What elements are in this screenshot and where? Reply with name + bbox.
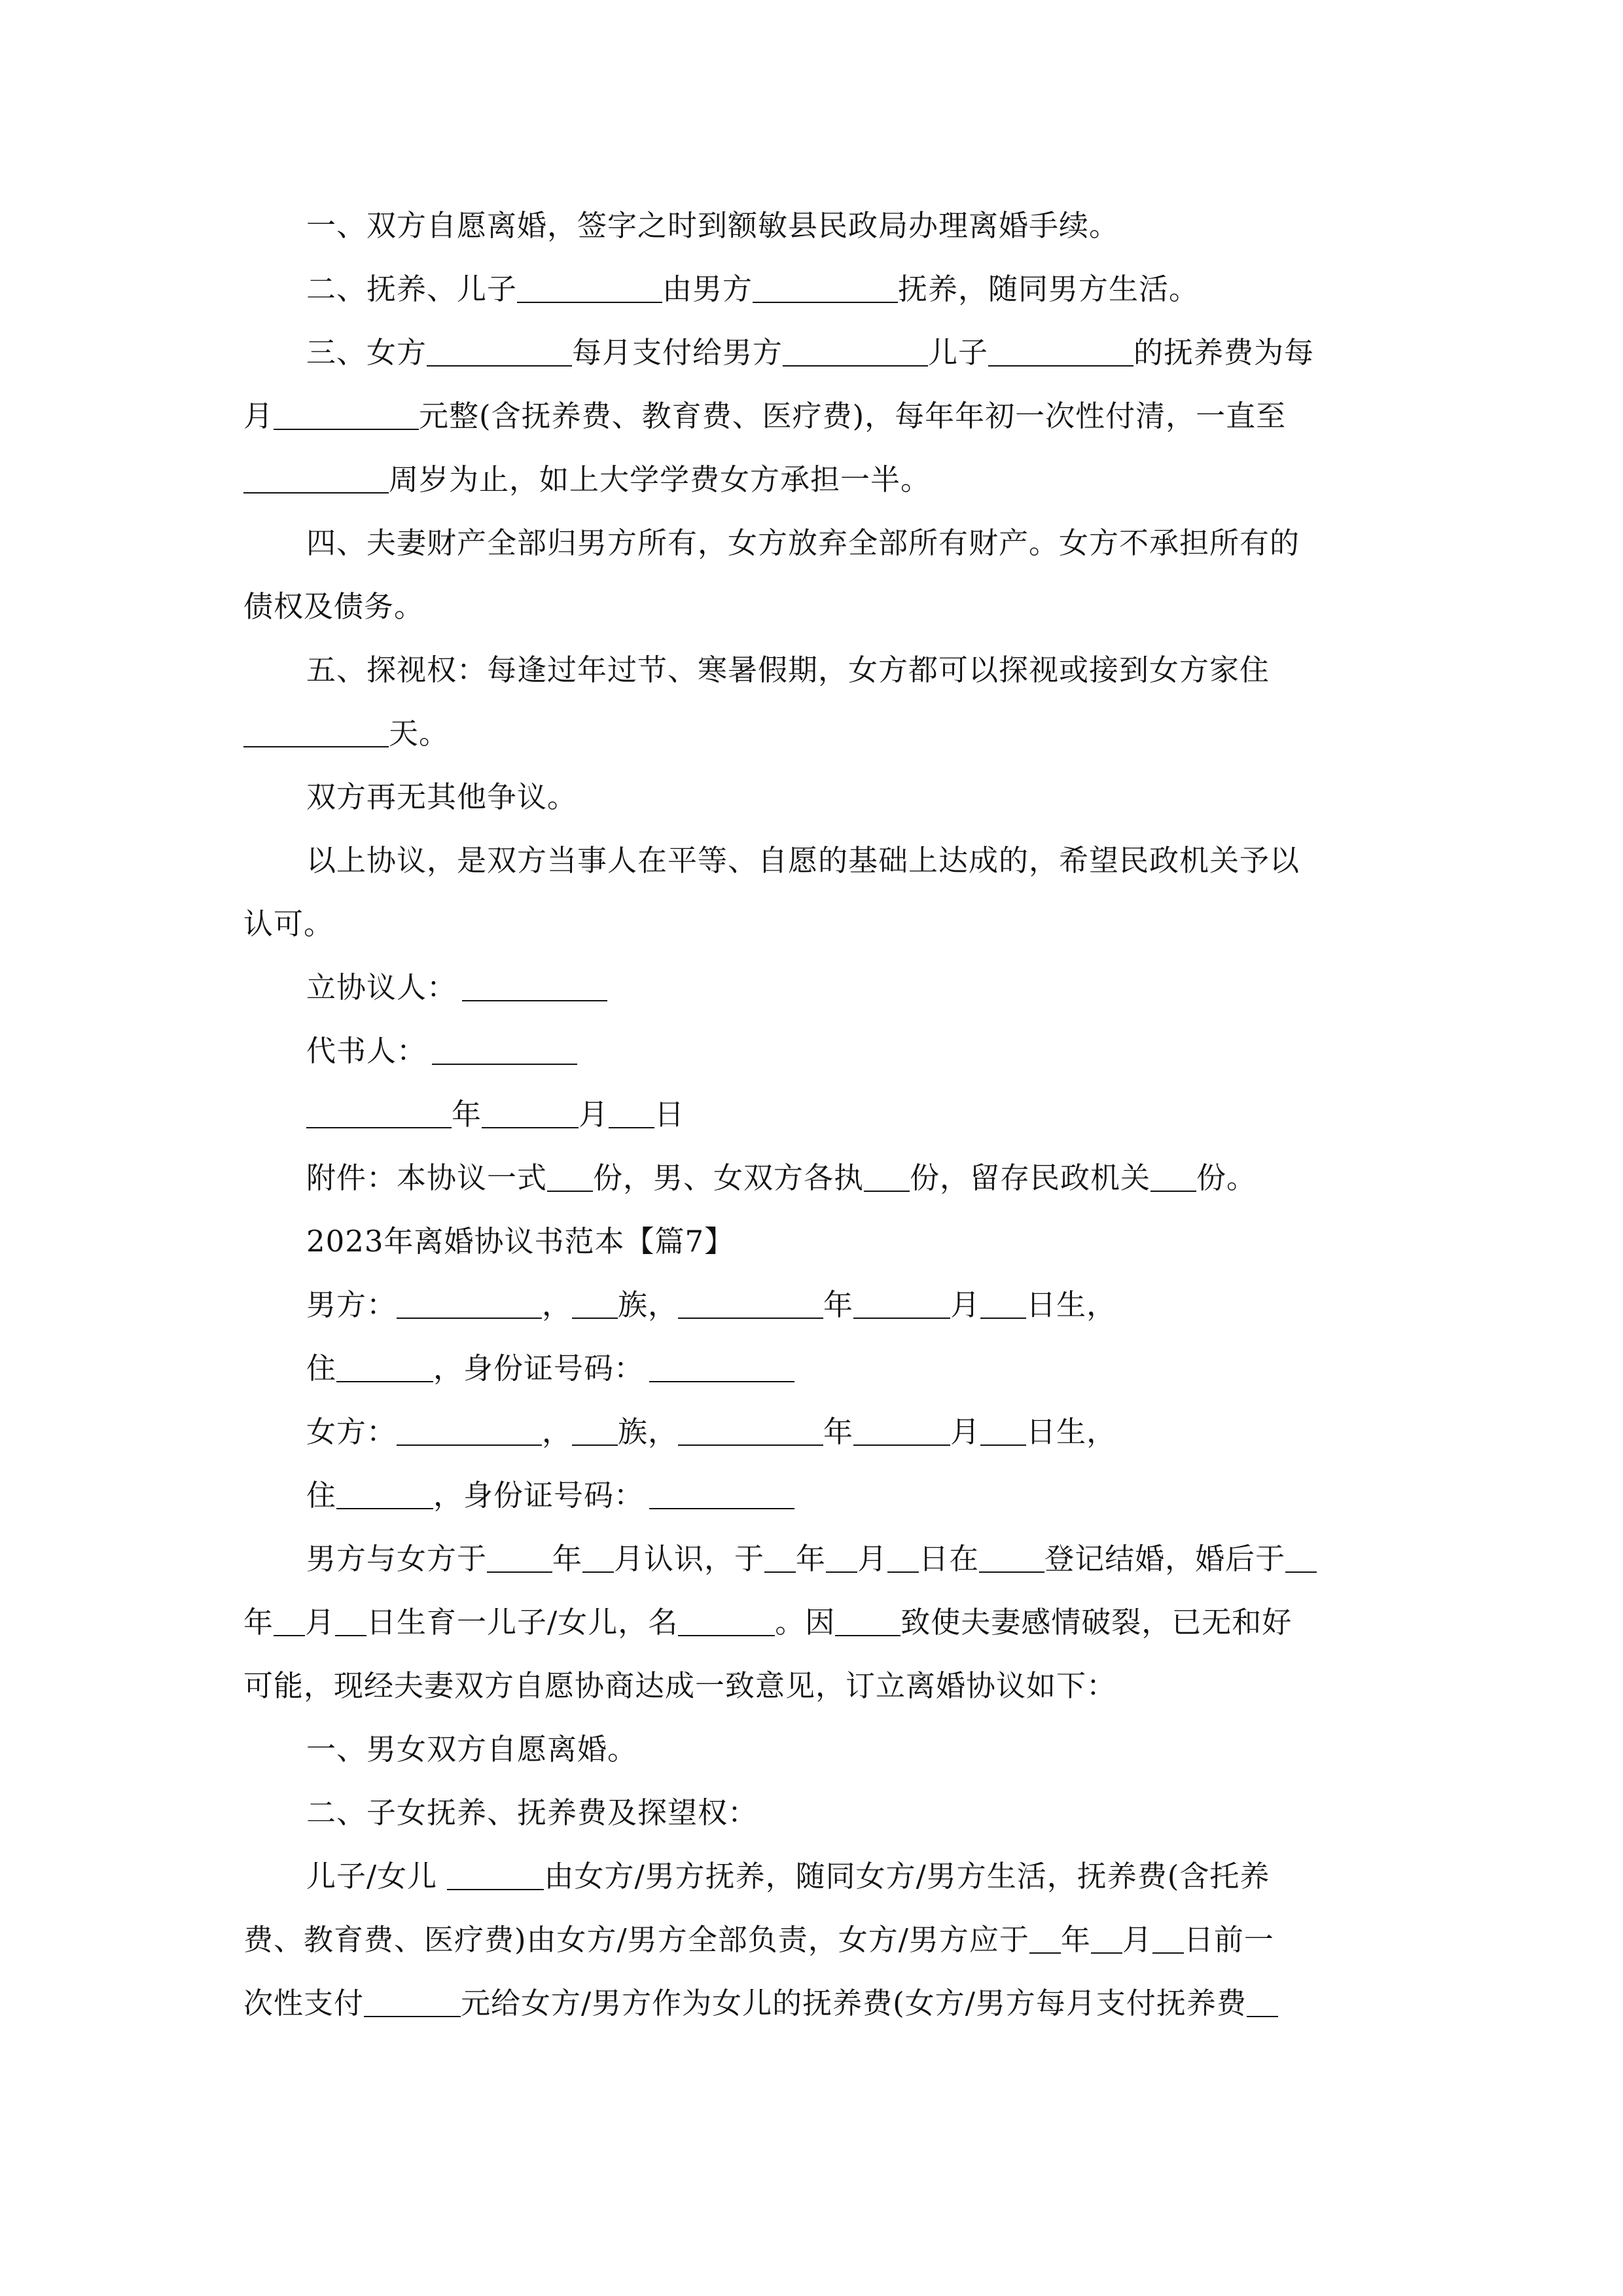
text: 族， [618, 1287, 679, 1322]
text: 月 [243, 399, 274, 433]
signatory-field[interactable] [462, 999, 607, 1001]
id-number-field[interactable] [649, 1380, 794, 1382]
amount-field[interactable] [364, 2015, 461, 2017]
month-field[interactable] [482, 1126, 579, 1128]
text: 一、男女双方自愿离婚。 [306, 1732, 638, 1767]
custody-line-3 [243, 1971, 1382, 2035]
blank-field[interactable] [335, 1634, 366, 1636]
blank-field[interactable] [274, 428, 419, 430]
text: 日 [654, 1097, 685, 1132]
text: 年 [796, 1541, 827, 1576]
text: 由男方 [662, 272, 753, 306]
drafter-line [243, 1019, 1382, 1083]
blank-field[interactable] [887, 1571, 919, 1573]
text: 女方： [306, 1414, 397, 1449]
text: 月 [950, 1414, 981, 1449]
text: 附件：本协议一式 [306, 1160, 548, 1195]
ethnicity-field[interactable] [572, 1317, 618, 1319]
text: 一、双方自愿离婚，签字之时到额敏县民政局办理离婚手续。 [306, 208, 1120, 243]
text: 男方与女方于 [306, 1541, 488, 1576]
text: 月 [950, 1287, 981, 1322]
name-field[interactable] [397, 1317, 542, 1319]
clause-4-line-1 [243, 511, 1382, 575]
text: 住 [306, 1351, 337, 1386]
birth-day-field[interactable] [980, 1444, 1026, 1446]
blank-field[interactable] [243, 492, 389, 493]
text: 年 [452, 1097, 482, 1132]
text: 债权及债务。 [243, 589, 425, 624]
heading-text: 2023年离婚协议书范本【篇7】 [306, 1224, 735, 1259]
text: 以上协议，是双方当事人在平等、自愿的基础上达成的，希望民政机关予以 [306, 843, 1300, 878]
clause-5-line-2 [243, 702, 1382, 765]
blank-field[interactable] [1029, 1952, 1061, 1954]
text: 每月支付给男方 [572, 335, 783, 370]
text: ， [542, 1287, 573, 1322]
text: 五、探视权：每逢过年过节、寒暑假期，女方都可以探视或接到女方家住 [306, 653, 1270, 687]
blank-field[interactable] [1285, 1571, 1317, 1573]
text: 代书人： [306, 1033, 427, 1068]
text: 日生， [1026, 1414, 1117, 1449]
approval-line-1 [243, 829, 1382, 892]
blank-field[interactable] [517, 301, 662, 303]
child-name-field[interactable] [678, 1634, 775, 1636]
date-line [243, 1083, 1382, 1146]
blank-field[interactable] [487, 1571, 552, 1573]
text: 三、女方 [306, 335, 427, 370]
text: 的抚养费为每 [1133, 335, 1315, 370]
text: 日前一 [1183, 1922, 1274, 1957]
text: 日生， [1026, 1287, 1117, 1322]
name-field[interactable] [397, 1444, 542, 1446]
text: ，身份证号码： [433, 1478, 645, 1513]
child-name-field[interactable] [447, 1888, 544, 1890]
female-party-line [243, 1400, 1382, 1463]
text: 二、子女抚养、抚养费及探望权： [306, 1795, 758, 1830]
blank-field[interactable] [1091, 1952, 1122, 1954]
clause-b1-line [243, 1717, 1382, 1781]
clause-3-line-3 [243, 448, 1382, 511]
text: 份，男、女双方各执 [593, 1160, 865, 1195]
attachment-line [243, 1146, 1382, 1210]
blank-field[interactable] [753, 301, 898, 303]
text: 月 [857, 1541, 888, 1576]
birth-year-field[interactable] [678, 1317, 823, 1319]
text: ， [542, 1414, 573, 1449]
text: ，身份证号码： [433, 1351, 645, 1386]
approval-line-2 [243, 892, 1382, 956]
blank-field[interactable] [1247, 2015, 1278, 2017]
text: 月 [1122, 1922, 1152, 1957]
blank-field[interactable] [826, 1571, 857, 1573]
text: 份。 [1196, 1160, 1257, 1195]
male-party-line [243, 1273, 1382, 1336]
text: 月 [305, 1605, 336, 1640]
text: 周岁为止，如上大学学费女方承担一半。 [389, 462, 931, 497]
ethnicity-field[interactable] [572, 1444, 618, 1446]
clause-3-line-1 [243, 321, 1382, 384]
blank-field[interactable] [783, 365, 928, 367]
birth-month-field[interactable] [853, 1317, 950, 1319]
no-dispute-line [243, 765, 1382, 829]
birth-year-field[interactable] [678, 1444, 823, 1446]
text: 。因 [775, 1605, 836, 1640]
text: 由女方/男方抚养，随同女方/男方生活，抚养费(含托养 [544, 1859, 1270, 1893]
text: 族， [618, 1414, 679, 1449]
marriage-line-2 [243, 1590, 1382, 1654]
birth-month-field[interactable] [853, 1444, 950, 1446]
text: 元给女方/男方作为女儿的抚养费(女方/男方每月支付抚养费 [461, 1986, 1247, 2020]
text: 四、夫妻财产全部归男方所有，女方放弃全部所有财产。女方不承担所有的 [306, 526, 1300, 560]
address-field[interactable] [336, 1507, 433, 1509]
text: 儿子/女儿 [306, 1859, 448, 1893]
text: 认可。 [243, 906, 334, 941]
clause-1-line [243, 194, 1382, 257]
document-page [243, 194, 1382, 2035]
clause-b2-heading [243, 1781, 1382, 1844]
blank-field[interactable] [764, 1571, 796, 1573]
text: 年 [823, 1287, 854, 1322]
text: 儿子 [928, 335, 989, 370]
blank-field[interactable] [274, 1634, 305, 1636]
text: 年 [552, 1541, 583, 1576]
birth-day-field[interactable] [980, 1317, 1026, 1319]
marriage-line-3 [243, 1654, 1382, 1717]
text: 年 [243, 1605, 274, 1640]
blank-field[interactable] [582, 1571, 614, 1573]
female-address-line [243, 1463, 1382, 1527]
signatory-line [243, 956, 1382, 1019]
text: 住 [306, 1478, 337, 1513]
custody-line-1 [243, 1844, 1382, 1908]
text: 天。 [389, 716, 450, 751]
text: 年 [1060, 1922, 1091, 1957]
text: 份，留存民政机关 [910, 1160, 1151, 1195]
section-heading [243, 1210, 1382, 1273]
marriage-line-1 [243, 1527, 1382, 1590]
blank-field[interactable] [427, 365, 572, 367]
blank-field[interactable] [979, 1571, 1044, 1573]
text: 登记结婚，婚后于 [1044, 1541, 1286, 1576]
blank-field[interactable] [1150, 1190, 1196, 1192]
male-address-line [243, 1336, 1382, 1400]
blank-field[interactable] [988, 365, 1133, 367]
blank-field[interactable] [243, 745, 389, 747]
reason-field[interactable] [835, 1634, 901, 1636]
text: 日生育一儿子/女儿，名 [366, 1605, 679, 1640]
text: 双方再无其他争议。 [306, 780, 578, 814]
id-number-field[interactable] [649, 1507, 794, 1509]
text: 可能，现经夫妻双方自愿协商达成一致意见，订立离婚协议如下： [243, 1668, 1117, 1703]
text: 致使夫妻感情破裂，已无和好 [901, 1605, 1293, 1640]
blank-field[interactable] [547, 1190, 593, 1192]
drafter-field[interactable] [432, 1063, 577, 1065]
blank-field[interactable] [1152, 1952, 1184, 1954]
text: 月认识，于 [614, 1541, 765, 1576]
text: 月 [579, 1097, 609, 1132]
year-field[interactable] [306, 1126, 452, 1128]
clause-2-line [243, 257, 1382, 321]
blank-field[interactable] [864, 1190, 910, 1192]
custody-line-2 [243, 1908, 1382, 1971]
text: 元整(含抚养费、教育费、医疗费)，每年年初一次性付清，一直至 [419, 399, 1287, 433]
clause-3-line-2 [243, 384, 1382, 448]
text: 二、抚养、儿子 [306, 272, 518, 306]
text: 男方： [306, 1287, 397, 1322]
address-field[interactable] [336, 1380, 433, 1382]
text: 抚养，随同男方生活。 [898, 272, 1200, 306]
text: 日在 [919, 1541, 980, 1576]
day-field[interactable] [609, 1126, 654, 1128]
clause-5-line-1 [243, 638, 1382, 702]
clause-4-line-2 [243, 575, 1382, 638]
text: 费、教育费、医疗费)由女方/男方全部负责，女方/男方应于 [243, 1922, 1029, 1957]
text: 次性支付 [243, 1986, 365, 2020]
text: 立协议人： [306, 970, 457, 1005]
text: 年 [823, 1414, 854, 1449]
